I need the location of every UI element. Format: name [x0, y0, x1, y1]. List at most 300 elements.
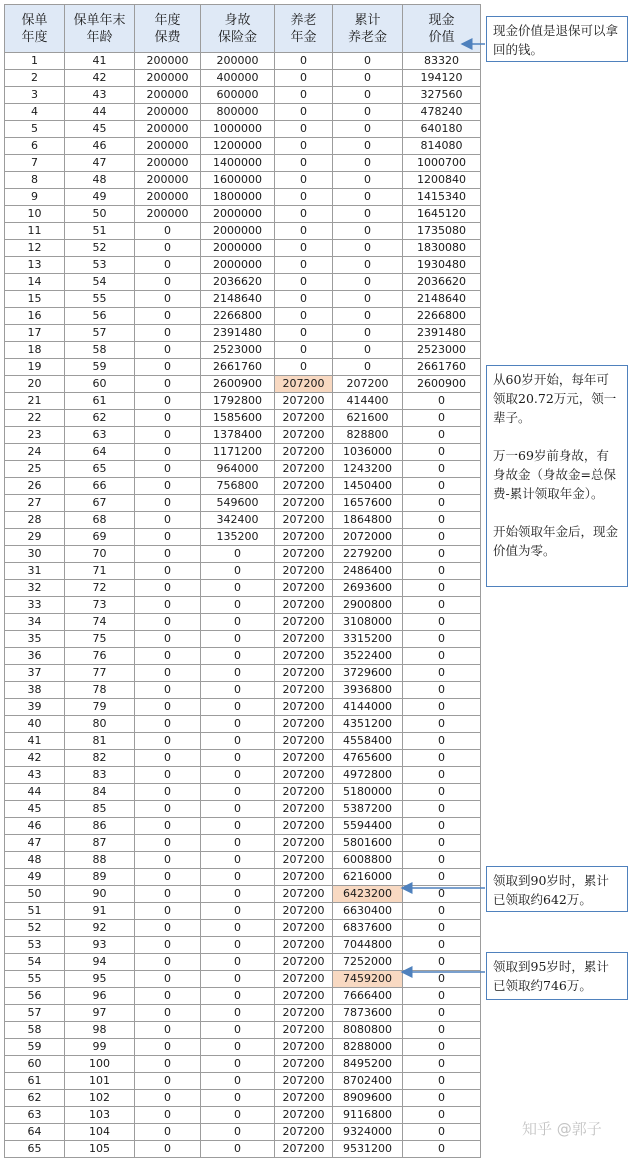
cell-annuity: 207200 — [275, 461, 333, 478]
cell-annual-premium: 0 — [135, 1107, 201, 1124]
cell-annual-premium: 200000 — [135, 70, 201, 87]
cell-cash-value: 2036620 — [403, 274, 481, 291]
cell-cash-value: 0 — [403, 954, 481, 971]
cell-death-benefit: 0 — [201, 954, 275, 971]
cell-cumulative-annuity: 8080800 — [333, 1022, 403, 1039]
cell-annuity: 0 — [275, 223, 333, 240]
cell-policy-year: 56 — [5, 988, 65, 1005]
cell-cash-value: 2391480 — [403, 325, 481, 342]
cell-policy-year: 6 — [5, 138, 65, 155]
header-line: 年金 — [290, 29, 317, 45]
cell-policy-year: 57 — [5, 1005, 65, 1022]
cell-annual-premium: 0 — [135, 716, 201, 733]
cell-annual-premium: 0 — [135, 648, 201, 665]
cell-cash-value: 0 — [403, 784, 481, 801]
cell-policy-year: 16 — [5, 308, 65, 325]
cell-age-end: 90 — [65, 886, 135, 903]
cell-annuity: 207200 — [275, 699, 333, 716]
cell-death-benefit: 0 — [201, 699, 275, 716]
cell-cash-value: 0 — [403, 580, 481, 597]
cell-cumulative-annuity: 0 — [333, 189, 403, 206]
cell-age-end: 103 — [65, 1107, 135, 1124]
cell-annual-premium: 0 — [135, 784, 201, 801]
header-line: 现金 — [428, 12, 455, 28]
cell-cumulative-annuity: 0 — [333, 172, 403, 189]
cell-cumulative-annuity: 6837600 — [333, 920, 403, 937]
cell-annuity: 207200 — [275, 580, 333, 597]
cell-annual-premium: 0 — [135, 444, 201, 461]
cell-age-end: 95 — [65, 971, 135, 988]
cell-death-benefit: 2661760 — [201, 359, 275, 376]
cell-policy-year: 37 — [5, 665, 65, 682]
cell-death-benefit: 0 — [201, 631, 275, 648]
cell-cumulative-annuity: 7459200 — [333, 971, 403, 988]
cell-policy-year: 30 — [5, 546, 65, 563]
cell-policy-year: 15 — [5, 291, 65, 308]
cell-cumulative-annuity: 0 — [333, 104, 403, 121]
cell-cash-value: 0 — [403, 988, 481, 1005]
cell-annuity: 0 — [275, 104, 333, 121]
cell-age-end: 62 — [65, 410, 135, 427]
cell-policy-year: 41 — [5, 733, 65, 750]
cell-policy-year: 58 — [5, 1022, 65, 1039]
cell-annual-premium: 0 — [135, 529, 201, 546]
cell-policy-year: 20 — [5, 376, 65, 393]
cell-cash-value: 0 — [403, 631, 481, 648]
cell-cumulative-annuity: 4765600 — [333, 750, 403, 767]
cell-age-end: 93 — [65, 937, 135, 954]
cell-age-end: 42 — [65, 70, 135, 87]
cell-cash-value: 0 — [403, 1124, 481, 1141]
cell-policy-year: 39 — [5, 699, 65, 716]
cell-annuity: 207200 — [275, 393, 333, 410]
cell-annuity: 207200 — [275, 1124, 333, 1141]
cell-annuity: 207200 — [275, 410, 333, 427]
cell-annual-premium: 0 — [135, 495, 201, 512]
cell-cumulative-annuity: 1243200 — [333, 461, 403, 478]
cell-annual-premium: 0 — [135, 903, 201, 920]
cell-age-end: 60 — [65, 376, 135, 393]
cell-cumulative-annuity: 2486400 — [333, 563, 403, 580]
cell-age-end: 96 — [65, 988, 135, 1005]
cell-policy-year: 21 — [5, 393, 65, 410]
cell-annual-premium: 0 — [135, 597, 201, 614]
cell-death-benefit: 0 — [201, 1090, 275, 1107]
cell-annuity: 207200 — [275, 1056, 333, 1073]
cell-annual-premium: 0 — [135, 546, 201, 563]
cell-annual-premium: 0 — [135, 767, 201, 784]
cell-policy-year: 65 — [5, 1141, 65, 1158]
cell-policy-year: 43 — [5, 767, 65, 784]
cell-age-end: 65 — [65, 461, 135, 478]
cell-annual-premium: 0 — [135, 971, 201, 988]
cell-death-benefit: 1171200 — [201, 444, 275, 461]
cell-annual-premium: 0 — [135, 325, 201, 342]
cell-annuity: 207200 — [275, 767, 333, 784]
cell-policy-year: 63 — [5, 1107, 65, 1124]
cell-death-benefit: 0 — [201, 886, 275, 903]
cell-death-benefit: 0 — [201, 648, 275, 665]
cell-cash-value: 0 — [403, 427, 481, 444]
note-age-95: 领取到95岁时，累计已领取约746万。 — [486, 952, 628, 1000]
cell-death-benefit: 0 — [201, 614, 275, 631]
cell-annual-premium: 0 — [135, 240, 201, 257]
cell-age-end: 81 — [65, 733, 135, 750]
cell-cash-value: 0 — [403, 1107, 481, 1124]
cell-annuity: 207200 — [275, 954, 333, 971]
cell-cash-value: 0 — [403, 733, 481, 750]
cell-age-end: 75 — [65, 631, 135, 648]
cell-annual-premium: 0 — [135, 274, 201, 291]
cell-cumulative-annuity: 6008800 — [333, 852, 403, 869]
cell-annual-premium: 200000 — [135, 155, 201, 172]
cell-cumulative-annuity: 2279200 — [333, 546, 403, 563]
cell-annuity: 207200 — [275, 920, 333, 937]
cell-death-benefit: 0 — [201, 937, 275, 954]
note-age-90: 领取到90岁时，累计已领取约642万。 — [486, 866, 628, 912]
cell-policy-year: 5 — [5, 121, 65, 138]
cell-annuity: 207200 — [275, 869, 333, 886]
cell-annuity: 207200 — [275, 1141, 333, 1158]
cell-annuity: 0 — [275, 155, 333, 172]
cell-annuity: 207200 — [275, 682, 333, 699]
cell-annual-premium: 0 — [135, 223, 201, 240]
cell-death-benefit: 0 — [201, 920, 275, 937]
cell-cumulative-annuity: 1036000 — [333, 444, 403, 461]
cell-cash-value: 1930480 — [403, 257, 481, 274]
cell-age-end: 64 — [65, 444, 135, 461]
cell-annual-premium: 200000 — [135, 189, 201, 206]
cell-annuity: 207200 — [275, 665, 333, 682]
cell-policy-year: 48 — [5, 852, 65, 869]
cell-policy-year: 40 — [5, 716, 65, 733]
cell-annual-premium: 0 — [135, 1141, 201, 1158]
cell-cash-value: 0 — [403, 665, 481, 682]
cell-policy-year: 11 — [5, 223, 65, 240]
cell-cumulative-annuity: 2693600 — [333, 580, 403, 597]
cell-policy-year: 38 — [5, 682, 65, 699]
cell-annual-premium: 0 — [135, 699, 201, 716]
cell-death-benefit: 1800000 — [201, 189, 275, 206]
cell-cash-value: 0 — [403, 393, 481, 410]
cell-death-benefit: 200000 — [201, 53, 275, 70]
cell-death-benefit: 0 — [201, 1022, 275, 1039]
cell-death-benefit: 2000000 — [201, 240, 275, 257]
cell-cumulative-annuity: 3936800 — [333, 682, 403, 699]
cell-annuity: 0 — [275, 274, 333, 291]
cell-annuity: 0 — [275, 206, 333, 223]
cell-annuity: 207200 — [275, 563, 333, 580]
cell-annual-premium: 0 — [135, 1039, 201, 1056]
cell-death-benefit: 342400 — [201, 512, 275, 529]
cell-death-benefit: 756800 — [201, 478, 275, 495]
cell-cumulative-annuity: 0 — [333, 53, 403, 70]
cell-annuity: 207200 — [275, 716, 333, 733]
cell-age-end: 52 — [65, 240, 135, 257]
cell-cumulative-annuity: 4972800 — [333, 767, 403, 784]
cell-cumulative-annuity: 4144000 — [333, 699, 403, 716]
cell-death-benefit: 0 — [201, 1124, 275, 1141]
cell-policy-year: 55 — [5, 971, 65, 988]
cell-cumulative-annuity: 6216000 — [333, 869, 403, 886]
cell-age-end: 61 — [65, 393, 135, 410]
cell-cumulative-annuity: 207200 — [333, 376, 403, 393]
cell-cumulative-annuity: 5801600 — [333, 835, 403, 852]
cell-age-end: 49 — [65, 189, 135, 206]
cell-death-benefit: 135200 — [201, 529, 275, 546]
cell-annuity: 0 — [275, 87, 333, 104]
cell-cumulative-annuity: 5387200 — [333, 801, 403, 818]
cell-death-benefit: 2600900 — [201, 376, 275, 393]
cell-cash-value: 0 — [403, 1005, 481, 1022]
cell-policy-year: 46 — [5, 818, 65, 835]
cell-death-benefit: 2391480 — [201, 325, 275, 342]
cell-policy-year: 36 — [5, 648, 65, 665]
cell-cash-value: 640180 — [403, 121, 481, 138]
header-line: 身故 — [224, 12, 251, 28]
cell-annual-premium: 200000 — [135, 87, 201, 104]
cell-annual-premium: 0 — [135, 342, 201, 359]
cell-cash-value: 0 — [403, 801, 481, 818]
cell-cash-value: 0 — [403, 767, 481, 784]
cell-cumulative-annuity: 0 — [333, 342, 403, 359]
cell-policy-year: 51 — [5, 903, 65, 920]
cell-cumulative-annuity: 0 — [333, 223, 403, 240]
cell-annuity: 207200 — [275, 546, 333, 563]
cell-annual-premium: 0 — [135, 410, 201, 427]
cell-death-benefit: 2148640 — [201, 291, 275, 308]
cell-annuity: 207200 — [275, 1090, 333, 1107]
cell-annual-premium: 200000 — [135, 138, 201, 155]
cell-age-end: 100 — [65, 1056, 135, 1073]
cell-policy-year: 59 — [5, 1039, 65, 1056]
cell-age-end: 77 — [65, 665, 135, 682]
cell-death-benefit: 0 — [201, 1005, 275, 1022]
cell-annuity: 0 — [275, 240, 333, 257]
cell-cash-value: 0 — [403, 444, 481, 461]
cell-annual-premium: 0 — [135, 818, 201, 835]
cell-annual-premium: 0 — [135, 682, 201, 699]
cell-annual-premium: 0 — [135, 512, 201, 529]
cell-age-end: 55 — [65, 291, 135, 308]
cell-policy-year: 14 — [5, 274, 65, 291]
cell-death-benefit: 0 — [201, 1107, 275, 1124]
cell-cumulative-annuity: 8288000 — [333, 1039, 403, 1056]
cell-policy-year: 22 — [5, 410, 65, 427]
cell-cash-value: 0 — [403, 937, 481, 954]
cell-annual-premium: 200000 — [135, 172, 201, 189]
cell-annual-premium: 0 — [135, 920, 201, 937]
cell-age-end: 80 — [65, 716, 135, 733]
cell-policy-year: 52 — [5, 920, 65, 937]
cell-cumulative-annuity: 0 — [333, 291, 403, 308]
cell-annual-premium: 200000 — [135, 104, 201, 121]
cell-policy-year: 35 — [5, 631, 65, 648]
cell-cumulative-annuity: 0 — [333, 70, 403, 87]
cell-annuity: 207200 — [275, 478, 333, 495]
cell-annuity: 0 — [275, 359, 333, 376]
header-line: 年度 — [21, 29, 48, 45]
cell-policy-year: 32 — [5, 580, 65, 597]
cell-annuity: 207200 — [275, 614, 333, 631]
cell-cumulative-annuity: 5594400 — [333, 818, 403, 835]
cell-cumulative-annuity: 621600 — [333, 410, 403, 427]
cell-cumulative-annuity: 0 — [333, 359, 403, 376]
cell-age-end: 87 — [65, 835, 135, 852]
cell-cash-value: 0 — [403, 1022, 481, 1039]
cell-annuity: 207200 — [275, 1073, 333, 1090]
cell-death-benefit: 0 — [201, 801, 275, 818]
cell-policy-year: 17 — [5, 325, 65, 342]
cell-cumulative-annuity: 8909600 — [333, 1090, 403, 1107]
cell-cash-value: 0 — [403, 869, 481, 886]
cell-death-benefit: 0 — [201, 903, 275, 920]
cell-annual-premium: 0 — [135, 376, 201, 393]
cell-death-benefit: 0 — [201, 767, 275, 784]
cell-annual-premium: 0 — [135, 869, 201, 886]
header-line: 年龄 — [86, 29, 113, 45]
cell-annual-premium: 0 — [135, 563, 201, 580]
cell-death-benefit: 0 — [201, 682, 275, 699]
cell-cash-value: 0 — [403, 886, 481, 903]
cell-cumulative-annuity: 3315200 — [333, 631, 403, 648]
cell-annual-premium: 0 — [135, 665, 201, 682]
cell-annuity: 207200 — [275, 886, 333, 903]
cell-annuity: 0 — [275, 172, 333, 189]
cell-age-end: 89 — [65, 869, 135, 886]
cell-policy-year: 4 — [5, 104, 65, 121]
cell-cash-value: 1200840 — [403, 172, 481, 189]
cell-cumulative-annuity: 9531200 — [333, 1141, 403, 1158]
cell-death-benefit: 2000000 — [201, 206, 275, 223]
cell-cash-value: 0 — [403, 971, 481, 988]
cell-policy-year: 62 — [5, 1090, 65, 1107]
cell-policy-year: 33 — [5, 597, 65, 614]
cell-age-end: 53 — [65, 257, 135, 274]
cell-annuity: 207200 — [275, 427, 333, 444]
cell-cumulative-annuity: 6630400 — [333, 903, 403, 920]
cell-cash-value: 0 — [403, 1039, 481, 1056]
cell-cumulative-annuity: 8702400 — [333, 1073, 403, 1090]
cell-annual-premium: 0 — [135, 954, 201, 971]
cell-age-end: 85 — [65, 801, 135, 818]
cell-cumulative-annuity: 4351200 — [333, 716, 403, 733]
cell-annuity: 207200 — [275, 631, 333, 648]
cell-cumulative-annuity: 3522400 — [333, 648, 403, 665]
cell-death-benefit: 0 — [201, 971, 275, 988]
cell-age-end: 98 — [65, 1022, 135, 1039]
cell-policy-year: 54 — [5, 954, 65, 971]
cell-cash-value: 0 — [403, 597, 481, 614]
cell-age-end: 74 — [65, 614, 135, 631]
cell-policy-year: 28 — [5, 512, 65, 529]
cell-cash-value: 0 — [403, 818, 481, 835]
cell-annuity: 207200 — [275, 376, 333, 393]
cell-death-benefit: 0 — [201, 988, 275, 1005]
cell-annuity: 207200 — [275, 988, 333, 1005]
cell-death-benefit: 0 — [201, 1039, 275, 1056]
cell-policy-year: 8 — [5, 172, 65, 189]
cell-cash-value: 0 — [403, 410, 481, 427]
cell-age-end: 68 — [65, 512, 135, 529]
cell-cash-value: 0 — [403, 1073, 481, 1090]
cell-annual-premium: 0 — [135, 461, 201, 478]
cell-age-end: 82 — [65, 750, 135, 767]
cell-policy-year: 53 — [5, 937, 65, 954]
cell-annuity: 207200 — [275, 1107, 333, 1124]
cell-cash-value: 0 — [403, 699, 481, 716]
cell-death-benefit: 1000000 — [201, 121, 275, 138]
cell-cumulative-annuity: 2072000 — [333, 529, 403, 546]
cell-cash-value: 0 — [403, 461, 481, 478]
cell-policy-year: 34 — [5, 614, 65, 631]
cell-annual-premium: 0 — [135, 393, 201, 410]
cell-age-end: 46 — [65, 138, 135, 155]
cell-annual-premium: 0 — [135, 1005, 201, 1022]
cell-cumulative-annuity: 0 — [333, 155, 403, 172]
cell-death-benefit: 0 — [201, 665, 275, 682]
cell-cash-value: 1830080 — [403, 240, 481, 257]
cell-cash-value: 0 — [403, 546, 481, 563]
cell-annuity: 207200 — [275, 818, 333, 835]
cell-cumulative-annuity: 3729600 — [333, 665, 403, 682]
cell-policy-year: 9 — [5, 189, 65, 206]
cell-age-end: 50 — [65, 206, 135, 223]
cell-policy-year: 31 — [5, 563, 65, 580]
cell-death-benefit: 0 — [201, 546, 275, 563]
cell-policy-year: 12 — [5, 240, 65, 257]
cell-annual-premium: 0 — [135, 733, 201, 750]
cell-age-end: 76 — [65, 648, 135, 665]
cell-cash-value: 1735080 — [403, 223, 481, 240]
cell-death-benefit: 0 — [201, 580, 275, 597]
cell-cash-value: 0 — [403, 614, 481, 631]
cell-annuity: 0 — [275, 257, 333, 274]
cell-age-end: 41 — [65, 53, 135, 70]
cell-age-end: 66 — [65, 478, 135, 495]
watermark: 知乎 @郭子 — [522, 1120, 602, 1138]
cell-death-benefit: 0 — [201, 818, 275, 835]
cell-annual-premium: 0 — [135, 614, 201, 631]
cell-cash-value: 0 — [403, 682, 481, 699]
cell-death-benefit: 0 — [201, 716, 275, 733]
cell-age-end: 70 — [65, 546, 135, 563]
cell-cash-value: 0 — [403, 716, 481, 733]
cell-death-benefit: 1600000 — [201, 172, 275, 189]
cell-age-end: 92 — [65, 920, 135, 937]
cell-cash-value: 0 — [403, 920, 481, 937]
cell-age-end: 54 — [65, 274, 135, 291]
cell-policy-year: 13 — [5, 257, 65, 274]
cell-annual-premium: 0 — [135, 1124, 201, 1141]
cell-cumulative-annuity: 0 — [333, 121, 403, 138]
cell-age-end: 67 — [65, 495, 135, 512]
cell-cumulative-annuity: 7873600 — [333, 1005, 403, 1022]
cell-death-benefit: 800000 — [201, 104, 275, 121]
cell-death-benefit: 0 — [201, 835, 275, 852]
cell-age-end: 101 — [65, 1073, 135, 1090]
header-line: 保费 — [154, 29, 181, 45]
cell-age-end: 48 — [65, 172, 135, 189]
cell-cumulative-annuity: 7252000 — [333, 954, 403, 971]
cell-annuity: 207200 — [275, 648, 333, 665]
cell-annual-premium: 0 — [135, 478, 201, 495]
cell-annuity: 0 — [275, 342, 333, 359]
cell-age-end: 51 — [65, 223, 135, 240]
cell-age-end: 78 — [65, 682, 135, 699]
cell-cash-value: 0 — [403, 563, 481, 580]
cell-age-end: 86 — [65, 818, 135, 835]
